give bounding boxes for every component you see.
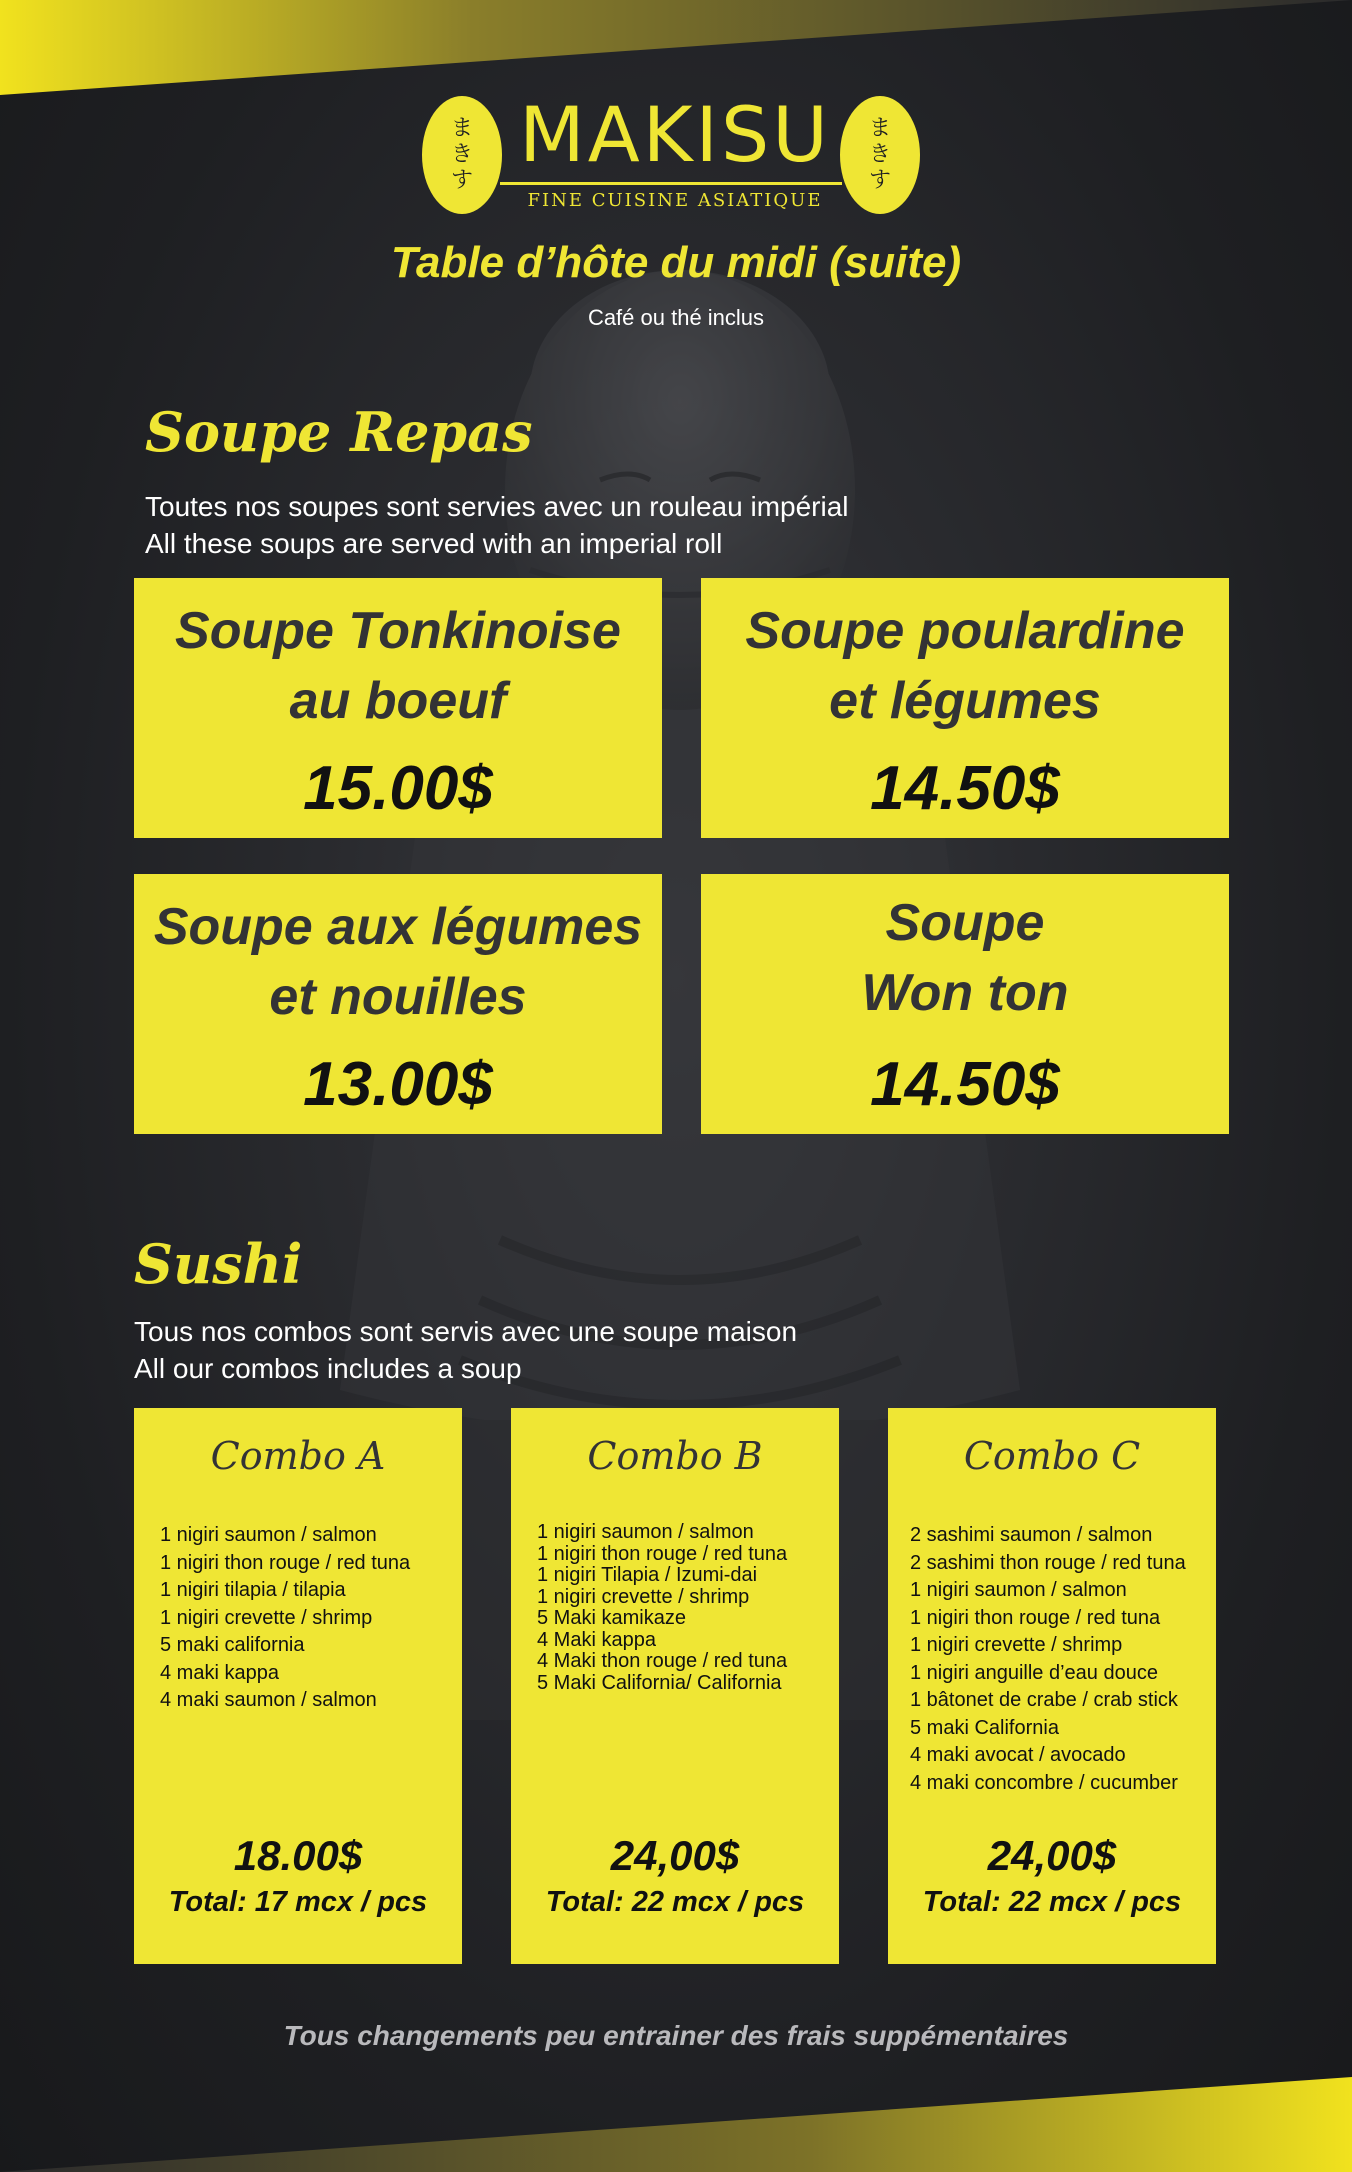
soup-name bbox=[701, 888, 1229, 1028]
sushi-note-en: All our combos includes a soup bbox=[134, 1353, 522, 1384]
soup-name-line: et légumes bbox=[829, 672, 1101, 730]
soup-name bbox=[701, 596, 1229, 736]
makisu-logo bbox=[0, 90, 1352, 220]
list-item: 2 sashimi thon rouge / red tuna bbox=[910, 1551, 1186, 1574]
page-subtitle: Café ou thé inclus bbox=[587, 305, 765, 330]
combo-items-list bbox=[910, 1522, 1210, 1797]
brand-name: MAKISU bbox=[519, 90, 831, 179]
list-item: 4 Maki kappa bbox=[537, 1628, 656, 1651]
list-item: 1 nigiri crevette / shrimp bbox=[910, 1634, 1123, 1656]
list-item: 4 maki avocat / avocado bbox=[910, 1744, 1126, 1766]
page-title: Table d’hôte du midi (suite) bbox=[390, 238, 962, 287]
combo-total: Total: 22 mcx / pcs bbox=[922, 1886, 1182, 1918]
seal-glyph: ま bbox=[868, 116, 891, 141]
soup-name-line: Soupe Tonkinoise bbox=[175, 602, 621, 660]
soup-card bbox=[134, 578, 662, 838]
soup-name bbox=[134, 596, 662, 736]
list-item: 1 bâtonet de crabe / crab stick bbox=[910, 1689, 1178, 1711]
combo-total: Total: 17 mcx / pcs bbox=[168, 1886, 428, 1918]
combo-price: 24,00$ bbox=[610, 1832, 740, 1879]
combo-card bbox=[134, 1408, 462, 1964]
combo-title: Combo C bbox=[963, 1434, 1141, 1478]
soup-card bbox=[701, 578, 1229, 838]
list-item: 5 Maki California/ California bbox=[537, 1671, 782, 1694]
sushi-note-fr: Tous nos combos sont servis avec une soupe maison bbox=[134, 1316, 798, 1347]
combo-title: Combo A bbox=[210, 1434, 386, 1478]
soup-name-line: Soupe poulardine bbox=[745, 602, 1185, 660]
list-item: 1 nigiri saumon / salmon bbox=[160, 1524, 377, 1546]
section-title-sushi: Sushi bbox=[134, 1232, 303, 1296]
footer-note: Tous changements peu entrainer des frais suppémentaires bbox=[283, 2020, 1069, 2051]
soup-name-line: Soupe bbox=[885, 894, 1045, 952]
seal-glyph: き bbox=[868, 142, 891, 167]
seal-glyph: す bbox=[868, 168, 891, 193]
list-item: 1 nigiri thon rouge / red tuna bbox=[910, 1606, 1161, 1629]
soup-card bbox=[134, 874, 662, 1134]
list-item: 4 maki kappa bbox=[160, 1661, 279, 1684]
soup-price: 14.50$ bbox=[870, 754, 1060, 823]
soup-price: 13.00$ bbox=[303, 1050, 493, 1119]
list-item: 4 Maki thon rouge / red tuna bbox=[537, 1650, 788, 1672]
soup-card bbox=[701, 874, 1229, 1134]
soups-note-fr: Toutes nos soupes sont servies avec un rouleau impérial bbox=[145, 491, 849, 522]
soup-name-line: et nouilles bbox=[269, 968, 527, 1026]
soups-note-en: All these soups are served with an imperial roll bbox=[145, 528, 723, 559]
soup-name-line: Won ton bbox=[861, 964, 1069, 1022]
list-item: 5 maki California bbox=[910, 1716, 1059, 1739]
seal-glyph: ま bbox=[450, 116, 473, 141]
combo-title: Combo B bbox=[587, 1434, 763, 1478]
combo-card bbox=[888, 1408, 1216, 1964]
brand-divider bbox=[500, 182, 842, 185]
list-item: 5 maki california bbox=[160, 1634, 305, 1656]
list-item: 1 nigiri crevette / shrimp bbox=[537, 1585, 750, 1608]
list-item: 4 maki concombre / cucumber bbox=[910, 1771, 1178, 1794]
section-note-soups bbox=[145, 488, 849, 562]
soup-name bbox=[134, 892, 662, 1032]
combo-items-list bbox=[537, 1522, 837, 1694]
hiragana-seal-icon bbox=[840, 96, 920, 214]
list-item: 2 sashimi saumon / salmon bbox=[910, 1524, 1153, 1546]
soup-name-line: au boeuf bbox=[289, 672, 507, 730]
list-item: 1 nigiri Tilapia / Izumi-dai bbox=[537, 1564, 758, 1586]
hiragana-seal-icon bbox=[422, 96, 502, 214]
combo-price: 18.00$ bbox=[233, 1832, 363, 1879]
soup-price: 15.00$ bbox=[303, 754, 493, 823]
section-title-soups: Soupe Repas bbox=[145, 400, 533, 464]
list-item: 1 nigiri saumon / salmon bbox=[537, 1521, 754, 1543]
seal-glyph: す bbox=[450, 168, 473, 193]
combo-card bbox=[511, 1408, 839, 1964]
list-item: 1 nigiri saumon / salmon bbox=[910, 1579, 1127, 1601]
soup-name-line: Soupe aux légumes bbox=[153, 898, 643, 956]
bottom-gold-band bbox=[0, 2072, 1352, 2172]
section-note-sushi bbox=[134, 1313, 797, 1387]
list-item: 1 nigiri crevette / shrimp bbox=[160, 1606, 373, 1629]
list-item: 4 maki saumon / salmon bbox=[160, 1689, 377, 1711]
soup-price: 14.50$ bbox=[870, 1050, 1060, 1119]
combo-price: 24,00$ bbox=[987, 1832, 1117, 1879]
list-item: 5 Maki kamikaze bbox=[537, 1607, 686, 1629]
list-item: 1 nigiri thon rouge / red tuna bbox=[160, 1551, 411, 1574]
combo-total: Total: 22 mcx / pcs bbox=[545, 1886, 805, 1918]
list-item: 1 nigiri thon rouge / red tuna bbox=[537, 1542, 788, 1565]
brand-tagline: FINE CUISINE ASIATIQUE bbox=[527, 190, 823, 211]
top-gold-band bbox=[0, 0, 1352, 100]
seal-glyph: き bbox=[450, 142, 473, 167]
list-item: 1 nigiri tilapia / tilapia bbox=[160, 1579, 346, 1601]
list-item: 1 nigiri anguille d’eau douce bbox=[910, 1661, 1158, 1684]
combo-items-list bbox=[160, 1522, 460, 1715]
